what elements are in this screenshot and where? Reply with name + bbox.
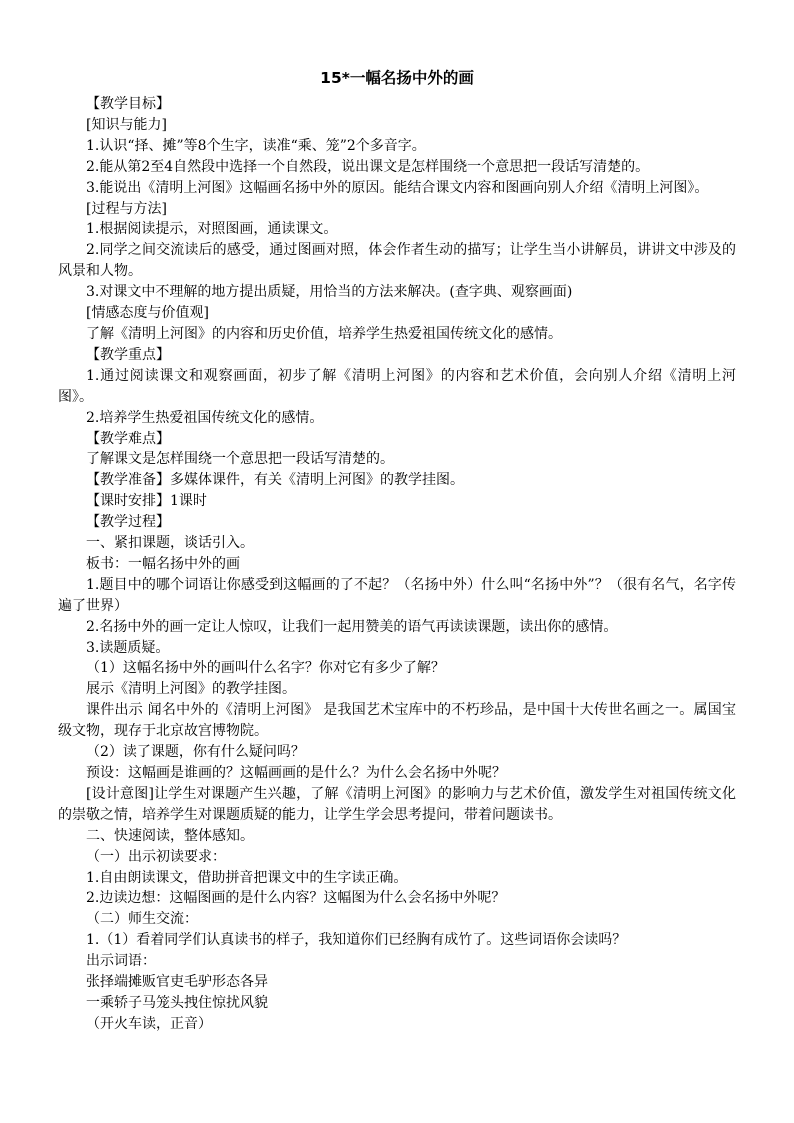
document-paragraph: （一）出示初读要求： [86,848,226,865]
document-paragraph: 3.读题质疑。 [86,639,170,656]
document-paragraph: 2.能从第2至4自然段中选择一个自然段，说出课文是怎样围绕一个意思把一段话写清楚的。 [86,158,650,175]
document-paragraph: 出示词语： [86,953,156,970]
document-paragraph: 【教学过程】 [86,514,170,531]
document-paragraph: 2.培养学生热爱祖国传统文化的感情。 [86,409,324,426]
document-paragraph: 展示《清明上河图》的教学挂图。 [86,681,296,698]
document-paragraph: 【课时安排】1课时 [86,493,207,510]
document-paragraph: [情感态度与价值观] [86,305,209,322]
document-paragraph: 了解课文是怎样围绕一个意思把一段话写清楚的。 [86,451,394,468]
document-paragraph: 了解《清明上河图》的内容和历史价值，培养学生热爱祖国传统文化的感情。 [86,325,562,342]
document-paragraph: [设计意图]让学生对课题产生兴趣，了解《清明上河图》的影响力与艺术价值，激发学生对祖国传统文化的崇敬之情，培养学生对课题质疑的能力，让学生学会思考提问，带着问题读书。 [58,785,736,823]
document-paragraph: 二、快速阅读，整体感知。 [86,827,254,844]
document-body [58,94,736,1035]
document-paragraph: 课件出示 闻名中外的《清明上河图》 是我国艺术宝库中的不朽珍品，是中国十大传世名画之一。属国宝级文物，现存于北京故宫博物院。 [58,702,736,740]
document-paragraph: 一乘轿子马笼头拽住惊扰风貌 [86,994,268,1011]
document-paragraph: 2.边读边想：这幅图画的是什么内容？这幅图为什么会名扬中外呢？ [86,890,506,907]
document-paragraph: （开火车读，正音） [86,1015,212,1032]
document-paragraph: 预设：这幅画是谁画的？这幅画画的是什么？为什么会名扬中外呢？ [86,765,506,781]
document-paragraph: 1.（1）看着同学们认真读书的样子，我知道你们已经胸有成竹了。这些词语你会读吗？ [86,932,627,949]
document-paragraph: 【教学目标】 [86,96,170,112]
document-paragraph: 张择端摊贩官吏毛驴形态各异 [86,974,268,991]
document-paragraph: 1.认识“择、摊”等8个生字，读准“乘、笼”2个多音字。 [86,137,426,154]
document-paragraph: [知识与能力] [86,116,167,133]
document-paragraph: 【教学准备】多媒体课件，有关《清明上河图》的教学挂图。 [86,472,464,489]
document-paragraph: 1.题目中的哪个词语让你感受到这幅画的了不起？（名扬中外）什么叫“名扬中外”？（很有名气，名字传遍了世界） [58,576,736,614]
document-paragraph: 1.根据阅读提示，对照图画，通读课文。 [86,221,338,238]
document-paragraph: 【教学难点】 [86,430,170,447]
document-paragraph: 3.能说出《清明上河图》这幅画名扬中外的原因。能结合课文内容和图画向别人介绍《清明上河图》。 [86,179,709,196]
document-paragraph: 2.名扬中外的画一定让人惊叹，让我们一起用赞美的语气再读读课题，读出你的感情。 [86,618,618,635]
document-paragraph: 一、紧扣课题，谈话引入。 [86,535,254,552]
document-paragraph: 1.自由朗读课文，借助拼音把课文中的生字读正确。 [86,869,408,886]
document-paragraph: （2）读了课题，你有什么疑问吗？ [86,744,305,761]
document-paragraph: 板书：一幅名扬中外的画 [86,555,240,572]
document-title: 15*一幅名扬中外的画 [320,69,474,87]
document-paragraph: 【教学重点】 [86,346,170,363]
document-paragraph: [过程与方法] [86,200,167,217]
document-paragraph: （二）师生交流： [86,911,198,928]
document-paragraph: （1）这幅名扬中外的画叫什么名字？你对它有多少了解？ [86,660,445,677]
document-paragraph: 1.通过阅读课文和观察画面，初步了解《清明上河图》的内容和艺术价值，会向别人介绍《清明上河图》。 [58,367,736,405]
document-paragraph: 2.同学之间交流读后的感受，通过图画对照，体会作者生动的描写；让学生当小讲解员，讲讲文中涉及的风景和人物。 [58,242,736,280]
document-paragraph: 3.对课文中不理解的地方提出质疑，用恰当的方法来解决。(查字典、观察画面) [86,284,573,301]
